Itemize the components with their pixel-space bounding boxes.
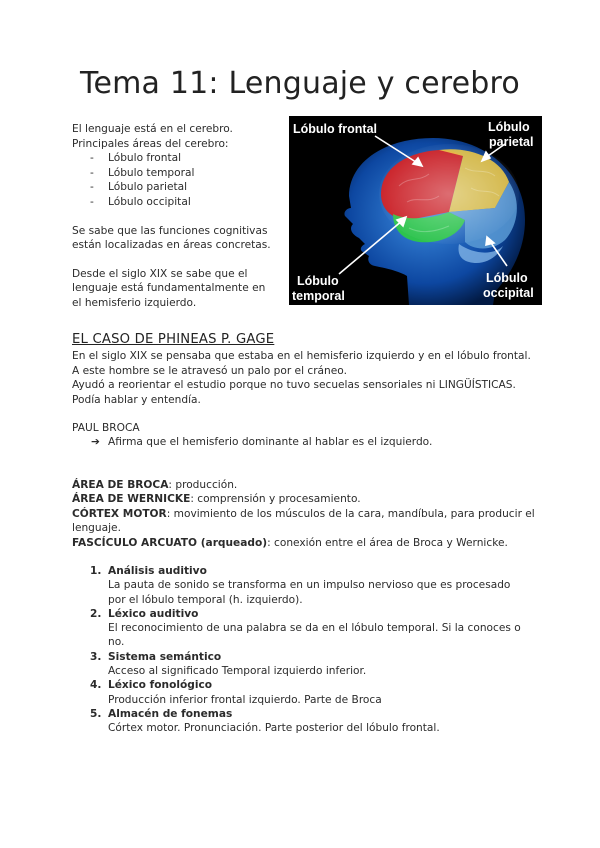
list-item: - Lóbulo parietal [90, 181, 188, 194]
parietal-label-1: Lóbulo [488, 120, 530, 134]
list-item: 1. Análisis auditivo La pauta de sonido se transforma en un impulso nervioso que es procesado por el lóbulo temporal (h. izquierdo). [90, 565, 511, 606]
gage-case-section [72, 333, 542, 450]
case-paragraph-1: En el siglo XIX se pensaba que estaba en el hemisferio izquierdo y en el lóbulo frontal. [72, 350, 531, 363]
list-item: ÁREA DE BROCA: producción. [72, 479, 238, 491]
parietal-label-2: parietal [489, 135, 534, 149]
lobe-list [72, 151, 272, 209]
intro-line-1: El lenguaje está en el cerebro. [72, 123, 233, 135]
list-item: 5. Almacén de fonemas Córtex motor. Pronunciación. Parte posterior del lóbulo frontal. [90, 707, 440, 735]
frontal-label: Lóbulo frontal [293, 122, 378, 136]
intro-line-2: Principales áreas del cerebro: [72, 137, 229, 150]
intro-paragraph-2: Se sabe que las funciones cognitivas están localizadas en áreas concretas. [72, 224, 271, 252]
occipital-label-2: occipital [483, 286, 534, 300]
broca-point-text: Afirma que el hemisferio dominante al hablar es el izquierdo. [108, 436, 433, 449]
language-steps-list [90, 564, 530, 736]
case-paragraph-3: Ayudó a reorientar el estudio porque no tuvo secuelas sensoriales ni LINGÜÍSTICAS. Podía hablar y entendía. [72, 379, 516, 406]
brain-illustration [289, 116, 542, 305]
brain-areas-list [72, 478, 542, 550]
list-item: 4. Léxico fonológico Producción inferior frontal izquierdo. Parte de Broca [90, 679, 382, 706]
page-title: Tema 11: Lenguaje y cerebro [80, 66, 520, 101]
list-item: - Lóbulo temporal [90, 166, 195, 179]
list-item: ÁREA DE WERNICKE: comprensión y procesamiento. [72, 493, 361, 506]
section-heading: EL CASO DE PHINEAS P. GAGE [72, 332, 275, 347]
case-paragraph-2: A este hombre se le atravesó un palo por el cráneo. [72, 364, 347, 377]
intro-section [72, 122, 272, 311]
broca-point [72, 435, 542, 449]
temporal-label-2: temporal [292, 289, 345, 303]
broca-heading: PAUL BROCA [72, 422, 140, 435]
list-item: CÓRTEX MOTOR: movimiento de los músculos de la cara, mandíbula, para producir el lenguaje. [72, 507, 535, 535]
list-item: 2. Léxico auditivo El reconocimiento de una palabra se da en el lóbulo temporal. Si la conoces o no. [90, 607, 521, 649]
brain-figure [289, 116, 542, 305]
occipital-label-1: Lóbulo [486, 271, 528, 285]
intro-paragraph-3: Desde el siglo XIX se sabe que el lenguaje está fundamentalmente en el hemisferio izquierdo. [72, 267, 266, 309]
list-item: 3. Sistema semántico Acceso al significado Temporal izquierdo inferior. [90, 650, 367, 678]
list-item: - Lóbulo occipital [90, 195, 191, 208]
arrow-icon: ➔ [91, 436, 100, 449]
temporal-label-1: Lóbulo [297, 274, 339, 288]
list-item: FASCÍCULO ARCUATO (arqueado): conexión entre el área de Broca y Wernicke. [72, 536, 508, 549]
list-item: - Lóbulo frontal [90, 152, 182, 165]
